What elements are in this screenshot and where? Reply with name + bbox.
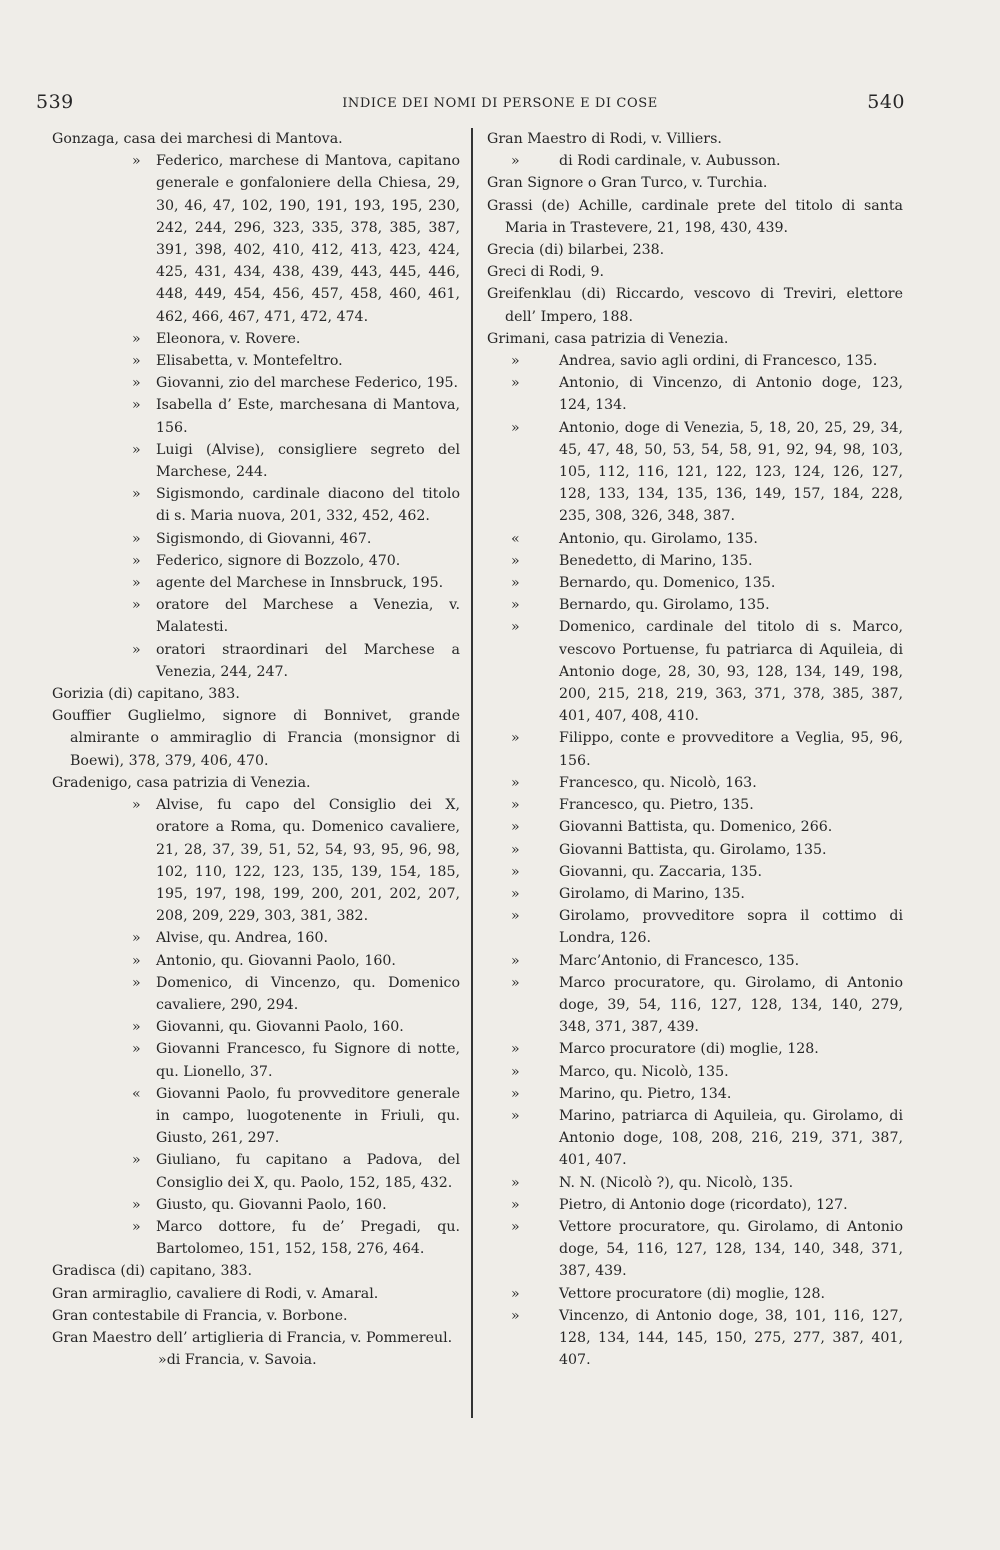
ditto-mark: » — [132, 441, 141, 458]
entry-text: Giovanni, qu. Zaccaria, 135. — [559, 863, 763, 880]
index-subentry — [487, 905, 903, 949]
ditto-mark: » — [132, 597, 141, 614]
ditto-mark: » — [511, 1107, 520, 1124]
index-subentry — [487, 150, 903, 172]
ditto-mark: » — [132, 930, 141, 947]
entry-text: Marco, qu. Nicolò, 135. — [559, 1063, 729, 1080]
index-subentry — [52, 350, 460, 372]
index-entry — [52, 1283, 460, 1305]
entry-text: Francesco, qu. Pietro, 135. — [559, 797, 754, 814]
entry-text: di Rodi cardinale, v. Aubusson. — [559, 153, 781, 170]
entry-text: di Francia, v. Savoia. — [166, 1352, 317, 1369]
ditto-mark: « — [132, 1085, 141, 1102]
index-subentry — [52, 1149, 460, 1193]
ditto-mark: » — [132, 1152, 141, 1169]
running-title: INDICE DEI NOMI DI PERSONE E DI COSE — [342, 96, 658, 111]
entry-text: Filippo, conte e provveditore a Veglia, 95, 96, 156. — [559, 730, 903, 769]
index-subentry — [52, 439, 460, 483]
entry-text: Pietro, di Antonio doge (ricordato), 127. — [559, 1196, 848, 1213]
ditto-mark: » — [511, 1218, 520, 1235]
index-subentry — [52, 794, 460, 927]
index-entry — [487, 195, 903, 239]
index-subentry — [487, 616, 903, 727]
ditto-mark: » — [511, 819, 520, 836]
ditto-mark: » — [132, 952, 141, 969]
index-subentry — [487, 883, 903, 905]
entry-text: Grassi (de) Achille, cardinale prete del titolo di santa Maria in Trastevere, 21, 198, 430, 439. — [487, 197, 903, 236]
ditto-mark: » — [511, 885, 520, 902]
ditto-mark: » — [132, 797, 141, 814]
index-entry — [52, 705, 460, 772]
entry-text: Marino, qu. Pietro, 134. — [559, 1085, 732, 1102]
entry-text: Vettore procuratore, qu. Girolamo, di Antonio doge, 54, 116, 127, 128, 134, 140, 348, 371, 387, 439. — [559, 1218, 903, 1280]
index-subentry — [487, 1172, 903, 1194]
index-subentry — [487, 1283, 903, 1305]
entry-text: Greci di Rodi, 9. — [487, 264, 605, 281]
ditto-mark: » — [132, 1218, 141, 1235]
index-entry — [487, 261, 903, 283]
entry-text: Marco procuratore, qu. Girolamo, di Antonio doge, 39, 54, 116, 127, 128, 134, 140, 279, 348, 371, 387, 439. — [559, 974, 903, 1036]
ditto-mark: » — [132, 575, 141, 592]
index-subentry — [52, 394, 460, 438]
index-subentry — [487, 372, 903, 416]
entry-text: Bernardo, qu. Domenico, 135. — [559, 575, 776, 592]
index-subentry — [52, 550, 460, 572]
index-subentry — [487, 727, 903, 771]
ditto-mark: » — [511, 1085, 520, 1102]
index-subentry — [52, 483, 460, 527]
entry-text: Andrea, savio agli ordini, di Francesco, 135. — [559, 353, 878, 370]
ditto-mark: » — [132, 641, 141, 658]
index-subentry — [487, 572, 903, 594]
ditto-mark: » — [511, 952, 520, 969]
index-subentry — [487, 594, 903, 616]
index-subentry — [52, 594, 460, 638]
ditto-mark: » — [158, 1352, 167, 1369]
entry-text: Federico, signore di Bozzolo, 470. — [156, 552, 401, 569]
ditto-mark: » — [511, 353, 520, 370]
entry-text: N. N. (Nicolò ?), qu. Nicolò, 135. — [559, 1174, 794, 1191]
index-entry — [52, 683, 460, 705]
ditto-mark: » — [511, 730, 520, 747]
entry-text: Giovanni Battista, qu. Domenico, 266. — [559, 819, 833, 836]
index-subentry — [487, 816, 903, 838]
ditto-mark: » — [511, 1174, 520, 1191]
ditto-mark: » — [132, 530, 141, 547]
entry-text: Isabella d’ Este, marchesana di Mantova, 156. — [156, 397, 460, 436]
ditto-mark: » — [132, 552, 141, 569]
index-subentry — [487, 1061, 903, 1083]
index-entry — [52, 1305, 460, 1327]
entry-text: Gran Signore o Gran Turco, v. Turchia. — [487, 175, 768, 192]
index-subentry — [52, 1194, 460, 1216]
entry-text: Vettore procuratore (di) moglie, 128. — [559, 1285, 825, 1302]
ditto-mark: » — [132, 486, 141, 503]
entry-text: Girolamo, di Marino, 135. — [559, 885, 745, 902]
right-column — [487, 128, 903, 1371]
ditto-mark: » — [132, 353, 141, 370]
index-subentry — [52, 639, 460, 683]
entry-text: Gran armiraglio, cavaliere di Rodi, v. Amaral. — [52, 1285, 379, 1302]
index-entry — [52, 1327, 460, 1349]
index-entry — [52, 1260, 460, 1282]
ditto-mark: » — [511, 1307, 520, 1324]
entry-text: Gonzaga, casa dei marchesi di Mantova. — [52, 131, 343, 147]
entry-text: Antonio, di Vincenzo, di Antonio doge, 123, 124, 134. — [559, 375, 903, 414]
index-subentry — [52, 1083, 460, 1150]
ditto-mark: » — [511, 375, 520, 392]
entry-text: Girolamo, provveditore sopra il cottimo di Londra, 126. — [559, 908, 903, 947]
entry-text: Bernardo, qu. Girolamo, 135. — [559, 597, 770, 614]
entry-text: Domenico, cardinale del titolo di s. Marco, vescovo Portuense, fu patriarca di Aquileia, di Antonio doge, 28, 30, 93, 128, 134, 149, 198, 200, 215, 218, 219, 363, 371, 378, 385, 387, 401, 407, 408, 410. — [559, 619, 903, 725]
ditto-mark: » — [511, 1041, 520, 1058]
ditto-mark: » — [511, 841, 520, 858]
entry-text: Giovanni Battista, qu. Girolamo, 135. — [559, 841, 827, 858]
entry-text: oratore del Marchese a Venezia, v. Malatesti. — [156, 597, 460, 636]
ditto-mark: » — [511, 575, 520, 592]
index-subentry — [52, 927, 460, 949]
ditto-mark: » — [511, 419, 520, 436]
ditto-mark: » — [511, 908, 520, 925]
index-subentry — [52, 1038, 460, 1082]
entry-text: Giovanni Paolo, fu provveditore generale in campo, luogotenente in Friuli, qu. Giusto, 261, 297. — [156, 1085, 460, 1147]
entry-text: Grimani, casa patrizia di Venezia. — [487, 330, 729, 347]
entry-text: Domenico, di Vincenzo, qu. Domenico cavaliere, 290, 294. — [156, 974, 460, 1013]
index-subentry — [487, 1194, 903, 1216]
ditto-mark: » — [132, 1019, 141, 1036]
entry-text: Giovanni Francesco, fu Signore di notte, qu. Lionello, 37. — [156, 1041, 460, 1080]
index-entry — [487, 172, 903, 194]
page-number-right: 540 — [867, 91, 905, 113]
entry-text: Sigismondo, di Giovanni, 467. — [156, 530, 372, 547]
entry-text: Vincenzo, di Antonio doge, 38, 101, 116, 127, 128, 134, 144, 145, 150, 275, 277, 387, 401, 407. — [559, 1307, 903, 1369]
ditto-mark: » — [511, 1063, 520, 1080]
index-subentry — [487, 1105, 903, 1172]
index-subentry — [487, 1216, 903, 1283]
entry-text: Antonio, doge di Venezia, 5, 18, 20, 25, 29, 34, 45, 47, 48, 50, 53, 54, 58, 91, 92, 94, 98, 103, 105, 112, 116, 121, 122, 123, 124, 126, 127, 128, 133, 134, 135, 136, 149, 157, 184, 228, 235, 308, 326, 348, 387. — [559, 419, 903, 525]
index-subentry — [487, 1038, 903, 1060]
ditto-mark: » — [511, 153, 520, 170]
index-entry — [487, 128, 903, 150]
entry-text: Marco dottore, fu de’ Pregadi, qu. Bartolomeo, 151, 152, 158, 276, 464. — [156, 1218, 460, 1258]
entry-text: Giuliano, fu capitano a Padova, del Consiglio dei X, qu. Paolo, 152, 185, 432. — [156, 1152, 460, 1191]
entry-text: Giusto, qu. Giovanni Paolo, 160. — [156, 1196, 387, 1213]
entry-text: Marco procuratore (di) moglie, 128. — [559, 1041, 819, 1058]
index-subentry — [52, 1016, 460, 1038]
entry-text: Gran contestabile di Francia, v. Borbone. — [52, 1307, 348, 1324]
index-subentry — [487, 972, 903, 1039]
entry-text: Antonio, qu. Girolamo, 135. — [559, 530, 758, 547]
entry-text: oratori straordinari del Marchese a Venezia, 244, 247. — [156, 641, 460, 680]
page-number-left: 539 — [36, 91, 74, 113]
index-subentry — [52, 150, 460, 328]
index-subentry — [487, 839, 903, 861]
ditto-mark: » — [132, 397, 141, 414]
entry-text: Francesco, qu. Nicolò, 163. — [559, 774, 757, 791]
entry-text: agente del Marchese in Innsbruck, 195. — [156, 575, 444, 592]
entry-text: Sigismondo, cardinale diacono del titolo di s. Maria nuova, 201, 332, 452, 462. — [156, 486, 460, 525]
entry-text: Giovanni, zio del marchese Federico, 195. — [156, 375, 459, 392]
ditto-mark: » — [132, 1041, 141, 1058]
index-subentry — [487, 1305, 903, 1372]
ditto-mark: » — [132, 330, 141, 347]
entry-text: Greifenklau (di) Riccardo, vescovo di Treviri, elettore dell’ Impero, 188. — [487, 286, 903, 325]
entry-text: Alvise, fu capo del Consiglio dei X, oratore a Roma, qu. Domenico cavaliere, 21, 28, 37, 39, 51, 52, 54, 93, 95, 96, 98, 102, 110, 122, 123, 135, 139, 154, 185, 195, 197, 198, 199, 200, 201, 202, 207, 208, 209, 229, 303, 381, 382. — [156, 797, 460, 925]
column-divider — [471, 128, 473, 1418]
index-subentry — [52, 1216, 460, 1260]
entry-text: Alvise, qu. Andrea, 160. — [156, 930, 328, 947]
index-entry — [487, 239, 903, 261]
index-subentry — [52, 372, 460, 394]
index-subentry — [52, 328, 460, 350]
ditto-mark: » — [511, 1285, 520, 1302]
index-subentry — [52, 1349, 460, 1371]
index-subentry — [52, 972, 460, 1016]
index-subentry — [487, 417, 903, 528]
entry-text: Antonio, qu. Giovanni Paolo, 160. — [156, 952, 396, 969]
entry-text: Elisabetta, v. Montefeltro. — [156, 353, 343, 370]
ditto-mark: » — [132, 153, 141, 170]
left-column — [52, 128, 460, 1371]
ditto-mark: » — [511, 552, 520, 569]
entry-text: Benedetto, di Marino, 135. — [559, 552, 753, 569]
entry-text: Giovanni, qu. Giovanni Paolo, 160. — [156, 1019, 404, 1036]
index-subentry — [52, 528, 460, 550]
entry-text: Gran Maestro dell’ artiglieria di Francia, v. Pommereul. — [52, 1329, 453, 1346]
entry-text: Gorizia (di) capitano, 383. — [52, 686, 240, 703]
entry-text: Marc’Antonio, di Francesco, 135. — [559, 952, 800, 969]
entry-text: Gradisca (di) capitano, 383. — [52, 1263, 253, 1280]
ditto-mark: « — [511, 530, 520, 547]
index-subentry — [487, 772, 903, 794]
index-subentry — [52, 572, 460, 594]
entry-text: Gradenigo, casa patrizia di Venezia. — [52, 774, 311, 791]
ditto-mark: » — [132, 974, 141, 991]
ditto-mark: » — [511, 1196, 520, 1213]
entry-text: Federico, marchese di Mantova, capitano generale e gonfaloniere della Chiesa, 29, 30, 46, 47, 102, 190, 191, 193, 195, 230, 242, 244, 296, 323, 335, 378, 385, 387, 391, 398, 402, 410, 412, 413, 423, 424, 425, 431, 434, 438, 439, 443, 445, 446, 448, 449, 454, 456, 457, 458, 460, 461, 462, 466, 467, 471, 472, 474. — [156, 153, 460, 325]
ditto-mark: » — [511, 797, 520, 814]
index-subentry — [487, 950, 903, 972]
ditto-mark: » — [511, 863, 520, 880]
index-subentry — [487, 350, 903, 372]
index-subentry — [487, 528, 903, 550]
index-entry — [52, 772, 460, 794]
index-subentry — [487, 1083, 903, 1105]
entry-text: Grecia (di) bilarbei, 238. — [487, 242, 665, 259]
entry-text: Luigi (Alvise), consigliere segreto del Marchese, 244. — [156, 441, 460, 481]
entry-text: Eleonora, v. Rovere. — [156, 330, 301, 347]
entry-text: Gran Maestro di Rodi, v. Villiers. — [487, 131, 722, 147]
index-entry — [487, 328, 903, 350]
entry-text: Gouffier Guglielmo, signore di Bonnivet, grande almirante o ammiraglio di Francia (monsignor di Boewi), 378, 379, 406, 470. — [52, 708, 460, 769]
ditto-mark: » — [511, 619, 520, 636]
index-subentry — [487, 861, 903, 883]
ditto-mark: » — [132, 375, 141, 392]
ditto-mark: » — [511, 597, 520, 614]
index-subentry — [487, 550, 903, 572]
ditto-mark: » — [511, 774, 520, 791]
ditto-mark: » — [132, 1196, 141, 1213]
ditto-mark: » — [511, 974, 520, 991]
index-subentry — [487, 794, 903, 816]
index-subentry — [52, 950, 460, 972]
entry-text: Marino, patriarca di Aquileia, qu. Girolamo, di Antonio doge, 108, 208, 216, 219, 371, 387, 401, 407. — [559, 1107, 903, 1169]
index-entry — [487, 283, 903, 327]
index-entry — [52, 128, 460, 150]
